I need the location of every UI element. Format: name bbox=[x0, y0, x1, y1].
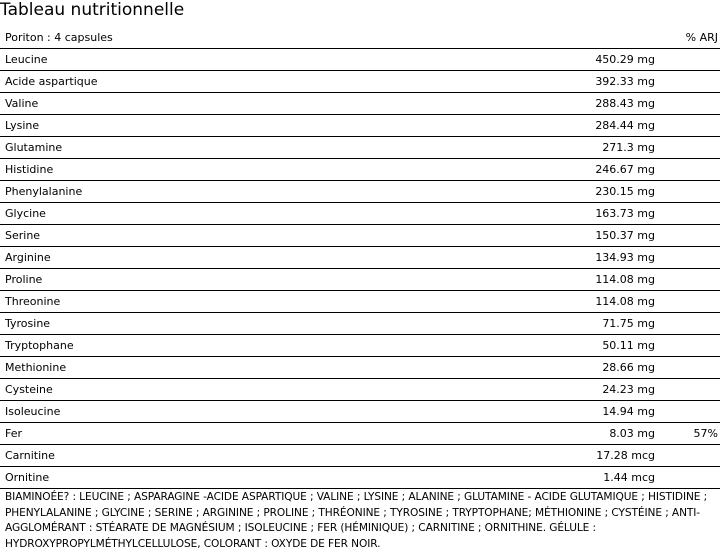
table-row bbox=[0, 159, 720, 181]
nutrient-name: Lysine bbox=[5, 119, 40, 132]
table-row bbox=[0, 445, 720, 467]
nutrient-amount: 114.08 mg bbox=[595, 295, 655, 308]
nutrient-amount: 71.75 mg bbox=[602, 317, 655, 330]
table-header-row bbox=[0, 27, 720, 49]
nutrient-name: Valine bbox=[5, 97, 39, 110]
table-row bbox=[0, 291, 720, 313]
nutrient-name: Methionine bbox=[5, 361, 67, 374]
page-title: Tableau nutritionnelle bbox=[0, 0, 185, 20]
nutrient-name: Acide aspartique bbox=[5, 75, 98, 88]
nutrient-amount: 230.15 mg bbox=[595, 185, 655, 198]
nutrient-name: Serine bbox=[5, 229, 41, 242]
nutrition-table bbox=[0, 27, 720, 489]
table-row bbox=[0, 203, 720, 225]
nutrient-amount: 17.28 mcg bbox=[596, 449, 655, 462]
nutrient-amount: 271.3 mg bbox=[602, 141, 655, 154]
nutrient-name: Arginine bbox=[5, 251, 51, 264]
nutrient-amount: 163.73 mg bbox=[595, 207, 655, 220]
table-row bbox=[0, 269, 720, 291]
nutrient-amount: 114.08 mg bbox=[595, 273, 655, 286]
nutrient-name: Leucine bbox=[5, 53, 48, 66]
table-row bbox=[0, 225, 720, 247]
table-row bbox=[0, 115, 720, 137]
nutrient-amount: 1.44 mcg bbox=[603, 471, 655, 484]
ingredients-text: BIAMINOÉE? : LEUCINE ; ASPARAGINE -ACIDE ASPARTIQUE ; VALINE ; LYSINE ; ALANINE ; GLUTAMINE - ACIDE GLUTAMIQUE ; HISTIDINE ; PHENYLALANINE ; GLYCINE ; SERINE ; ARGININE ; PROLINE ; THRÉONINE ; TYROSINE ; TRYPTOPHANE; MÉTHIONINE ; CYSTÉINE ; ANTI-AGGLOMÉRANT : STÉARATE DE MAGNÉSIUM ; ISOLEUCINE ; FER (HÉMINIQUE) ; CARNITINE ; ORNITHINE. GÉLULE : HYDROXYPROPYLMÉTHYLCELLULOSE, COLORANT : OXYDE DE FER NOIR. bbox=[5, 491, 708, 550]
nutrient-name: Glycine bbox=[5, 207, 46, 220]
nutrient-amount: 24.23 mg bbox=[602, 383, 655, 396]
nutrient-name: Carnitine bbox=[5, 449, 55, 462]
nutrient-name: Isoleucine bbox=[5, 405, 61, 418]
nutrient-amount: 284.44 mg bbox=[595, 119, 655, 132]
table-row bbox=[0, 93, 720, 115]
nutrient-amount: 450.29 mg bbox=[595, 53, 655, 66]
nutrient-daily-pct: 57% bbox=[693, 427, 718, 440]
table-row bbox=[0, 71, 720, 93]
nutrient-name: Threonine bbox=[5, 295, 61, 308]
nutrient-amount: 28.66 mg bbox=[602, 361, 655, 374]
table-row bbox=[0, 335, 720, 357]
table-row bbox=[0, 313, 720, 335]
table-row bbox=[0, 137, 720, 159]
table-row bbox=[0, 423, 720, 445]
table-row bbox=[0, 247, 720, 269]
nutrient-amount: 8.03 mg bbox=[609, 427, 655, 440]
nutrient-amount: 150.37 mg bbox=[595, 229, 655, 242]
nutrient-name: Ornitine bbox=[5, 471, 50, 484]
nutrient-name: Proline bbox=[5, 273, 43, 286]
nutrient-name: Tyrosine bbox=[5, 317, 51, 330]
nutrient-amount: 288.43 mg bbox=[595, 97, 655, 110]
table-row bbox=[0, 379, 720, 401]
table-row bbox=[0, 49, 720, 71]
table-row bbox=[0, 401, 720, 423]
table-row bbox=[0, 181, 720, 203]
nutrient-amount: 134.93 mg bbox=[595, 251, 655, 264]
nutrient-name: Fer bbox=[5, 427, 23, 440]
nutrient-amount: 50.11 mg bbox=[602, 339, 655, 352]
nutrient-amount: 246.67 mg bbox=[595, 163, 655, 176]
nutrient-name: Glutamine bbox=[5, 141, 63, 154]
pct-column-header: % ARJ bbox=[685, 31, 718, 44]
nutrient-name: Phenylalanine bbox=[5, 185, 83, 198]
serving-size-label: Poriton : 4 capsules bbox=[5, 31, 113, 44]
nutrient-name: Tryptophane bbox=[5, 339, 74, 352]
nutrient-name: Histidine bbox=[5, 163, 54, 176]
table-row bbox=[0, 357, 720, 379]
table-row bbox=[0, 467, 720, 489]
nutrient-amount: 14.94 mg bbox=[602, 405, 655, 418]
nutrient-name: Cysteine bbox=[5, 383, 53, 396]
nutrient-amount: 392.33 mg bbox=[595, 75, 655, 88]
